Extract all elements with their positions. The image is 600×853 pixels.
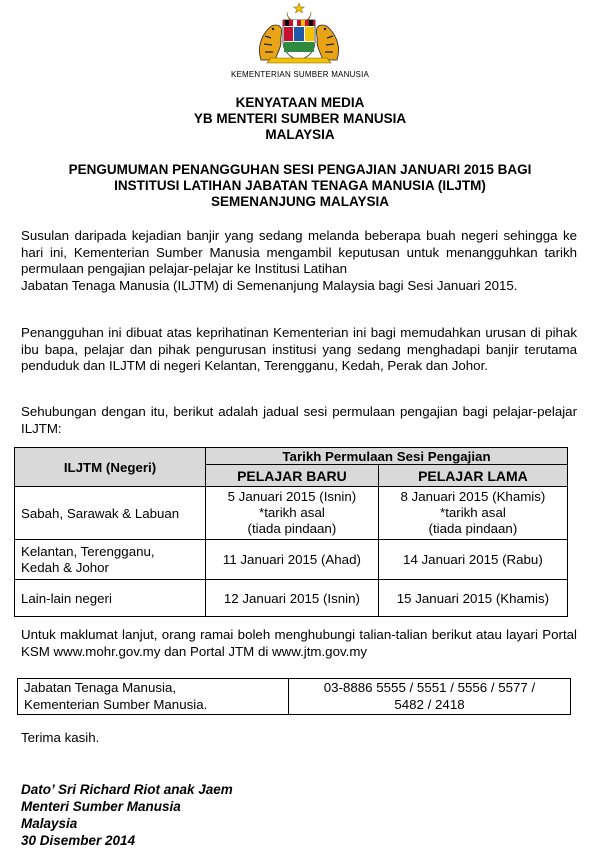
paragraph-intro-part-b: Jabatan Tenaga Manusia (ILJTM) di Semenanjung Malaysia bagi Sesi Januari 2015.: [21, 277, 518, 293]
organisation-line: Jabatan Tenaga Manusia,: [24, 680, 177, 695]
title-line: KENYATAAN MEDIA: [235, 95, 365, 110]
announcement-subject: [0, 162, 600, 210]
date-note: (tiada pindaan): [247, 521, 337, 536]
paragraph-schedule-intro: Sehubungan dengan itu, berikut adalah jadual sesi permulaan pengajian bagi pelajar-pelajar ILJTM:: [21, 404, 577, 436]
date-note: *tarikh asal: [259, 505, 325, 520]
table-row: [15, 580, 568, 617]
table-row: [15, 540, 568, 580]
closing-thanks: Terima kasih.: [21, 730, 100, 745]
malaysia-coat-of-arms-icon: [247, 2, 351, 64]
paragraph-more-info: Untuk maklumat lanjut, orang ramai boleh menghubungi talian-talian berikut atau layari Portal KSM www.mohr.gov.my dan Portal JTM di www.jtm.gov.my: [21, 627, 577, 659]
date-cell: 12 Januari 2015 (Isnin): [206, 580, 379, 617]
contact-organisation-cell: [18, 679, 289, 715]
phone-line: 03-8886 5555 / 5551 / 5556 / 5577 /: [323, 680, 536, 695]
title-line: YB MENTERI SUMBER MANUSIA: [193, 111, 407, 126]
paragraph-intro: [21, 228, 577, 294]
press-statement-title: [0, 95, 600, 143]
date-line: 8 Januari 2015 (Khamis): [400, 489, 546, 504]
date-line: 5 Januari 2015 (Isnin): [227, 489, 357, 504]
state-cell: [15, 540, 206, 580]
table-row: [18, 679, 571, 715]
state-cell: Sabah, Sarawak & Labuan: [15, 487, 206, 540]
state-line: Kelantan, Terengganu,: [21, 543, 155, 559]
state-cell: Lain-lain negeri: [15, 580, 206, 617]
date-cell: 15 Januari 2015 (Khamis): [378, 580, 567, 617]
contact-phone-cell: [289, 679, 571, 715]
signatory-country: Malaysia: [21, 816, 78, 831]
phone-line: 5482 / 2418: [394, 696, 465, 712]
date-cell: [378, 487, 567, 540]
schedule-table: [14, 447, 568, 617]
statement-date: 30 Disember 2014: [21, 833, 136, 848]
signature-block: [21, 781, 233, 849]
table-row: [15, 487, 568, 540]
title-line: MALAYSIA: [265, 127, 335, 142]
subject-line: SEMENANJUNG MALAYSIA: [210, 194, 390, 209]
date-cell: 11 Januari 2015 (Ahad): [206, 540, 379, 580]
ministry-label: KEMENTERIAN SUMBER MANUSIA: [230, 70, 370, 79]
date-note: (tiada pindaan): [428, 521, 518, 536]
paragraph-reason: Penangguhan ini dibuat atas keprihatinan Kementerian ini bagi memudahkan urusan di pihak ibu bapa, pelajar dan pihak pengurusan institusi yang sedang menghadapi banjir terutama penduduk dan ILJTM di negeri Kelantan, Terengganu, Kedah, Perak dan Johor.: [21, 325, 577, 373]
column-header-new-students: PELAJAR BARU: [206, 465, 379, 487]
contact-table: [17, 678, 571, 715]
state-line: Kedah & Johor: [21, 559, 109, 575]
organisation-line: Kementerian Sumber Manusia.: [24, 696, 208, 712]
subject-line: INSTITUSI LATIHAN JABATAN TENAGA MANUSIA (ILJTM): [114, 178, 486, 193]
column-group-header: Tarikh Permulaan Sesi Pengajian: [206, 448, 568, 465]
date-note: *tarikh asal: [440, 505, 506, 520]
signatory-name: Dato’ Sri Richard Riot anak Jaem: [21, 782, 233, 797]
date-cell: [206, 487, 379, 540]
date-cell: 14 Januari 2015 (Rabu): [378, 540, 567, 580]
column-header-old-students: PELAJAR LAMA: [378, 465, 567, 487]
subject-line: PENGUMUMAN PENANGGUHAN SESI PENGAJIAN JANUARI 2015 BAGI: [68, 162, 532, 177]
signatory-position: Menteri Sumber Manusia: [21, 799, 181, 814]
column-header-state: ILJTM (Negeri): [15, 448, 206, 487]
paragraph-intro-part-a: Susulan daripada kejadian banjir yang sedang melanda beberapa buah negeri sehingga ke hari ini, Kementerian Sumber Manusia mengambil keputusan untuk menangguhkan tarikh permulaan pengajian pelajar-pelajar ke Institusi Latihan: [21, 228, 577, 276]
